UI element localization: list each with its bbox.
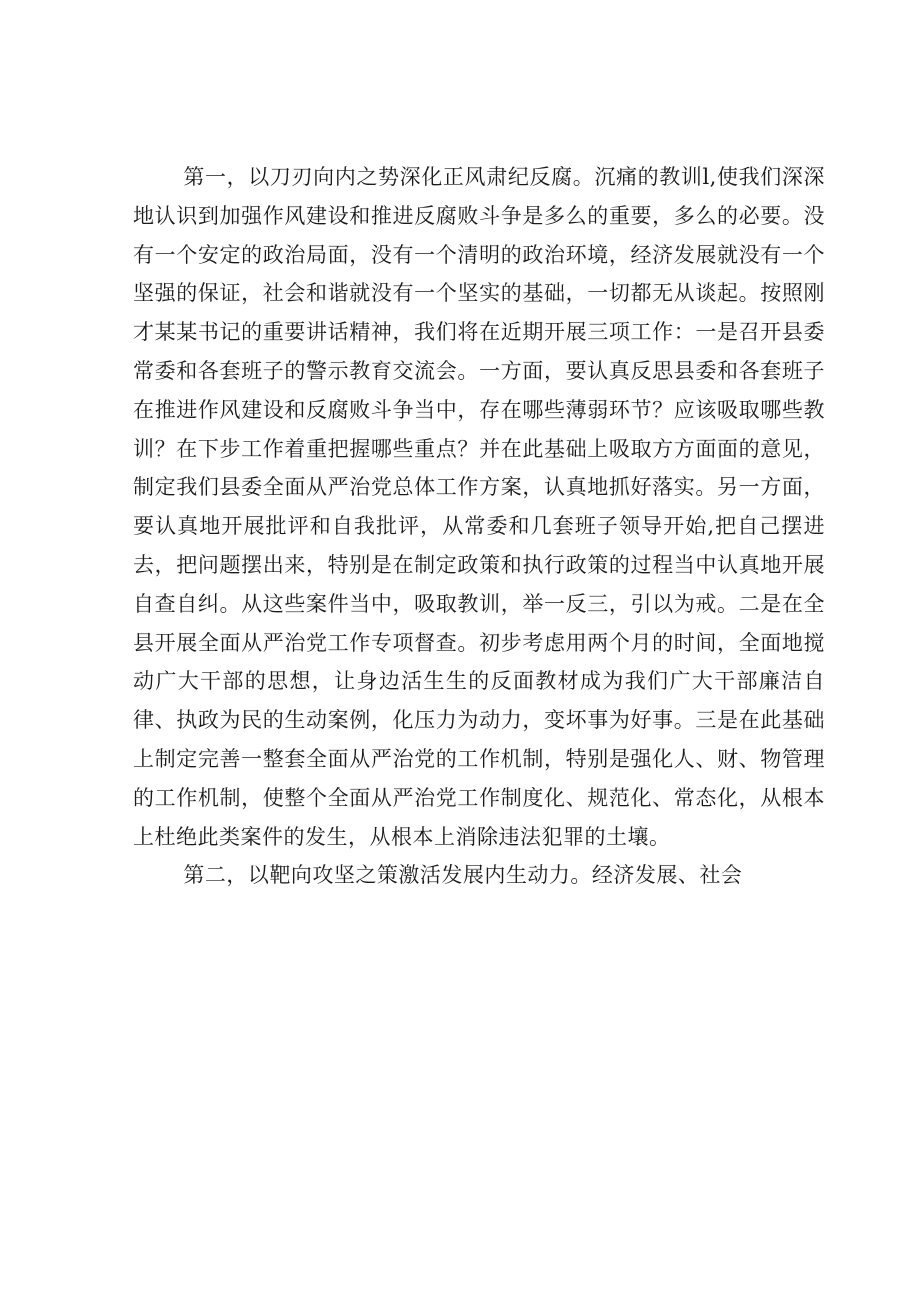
paragraph-2: 第二，以靶向攻坚之策激活发展内生动力。经济发展、社会 — [183, 863, 743, 888]
document-body — [133, 158, 825, 895]
paragraph-1: 第一，以刀刃向内之势深化正风肃纪反腐。沉痛的教训l,使我们深深地认识到加强作风建设和推进反腐败斗争是多么的重要，多么的必要。没有一个安定的政治局面，没有一个清明的政治环境，经济发展就没有一个坚强的保证，社会和谐就没有一个坚实的基础，一切都无从谈起。按照刚才某某书记的重要讲话精神，我们将在近期开展三项工作：一是召开县委常委和各套班子的警示教育交流会。一方面，要认真反思县委和各套班子在推进作风建设和反腐败斗争当中，存在哪些薄弱环节？应该吸取哪些教训？在下步工作着重把握哪些重点？并在此基础上吸取方方面面的意见，制定我们县委全面从严治党总体工作方案，认真地抓好落实。另一方面，要认真地开展批评和自我批评，从常委和几套班子领导开始,把自己摆进去，把问题摆出来，特别是在制定政策和执行政策的过程当中认真地开展自查自纠。从这些案件当中，吸取教训，举一反三，引以为戒。二是在全县开展全面从严治党工作专项督查。初步考虑用两个月的时间，全面地搅动广大干部的思想，让身边活生生的反面教材成为我们广大干部廉洁自律、执政为民的生动案例，化压力为动力，变坏事为好事。三是在此基础上制定完善一整套全面从严治党的工作机制，特别是强化人、财、物管理的工作机制，使整个全面从严治党工作制度化、规范化、常态化，从根本上杜绝此类案件的发生，从根本上消除违法犯罪的土壤。 — [133, 165, 825, 849]
